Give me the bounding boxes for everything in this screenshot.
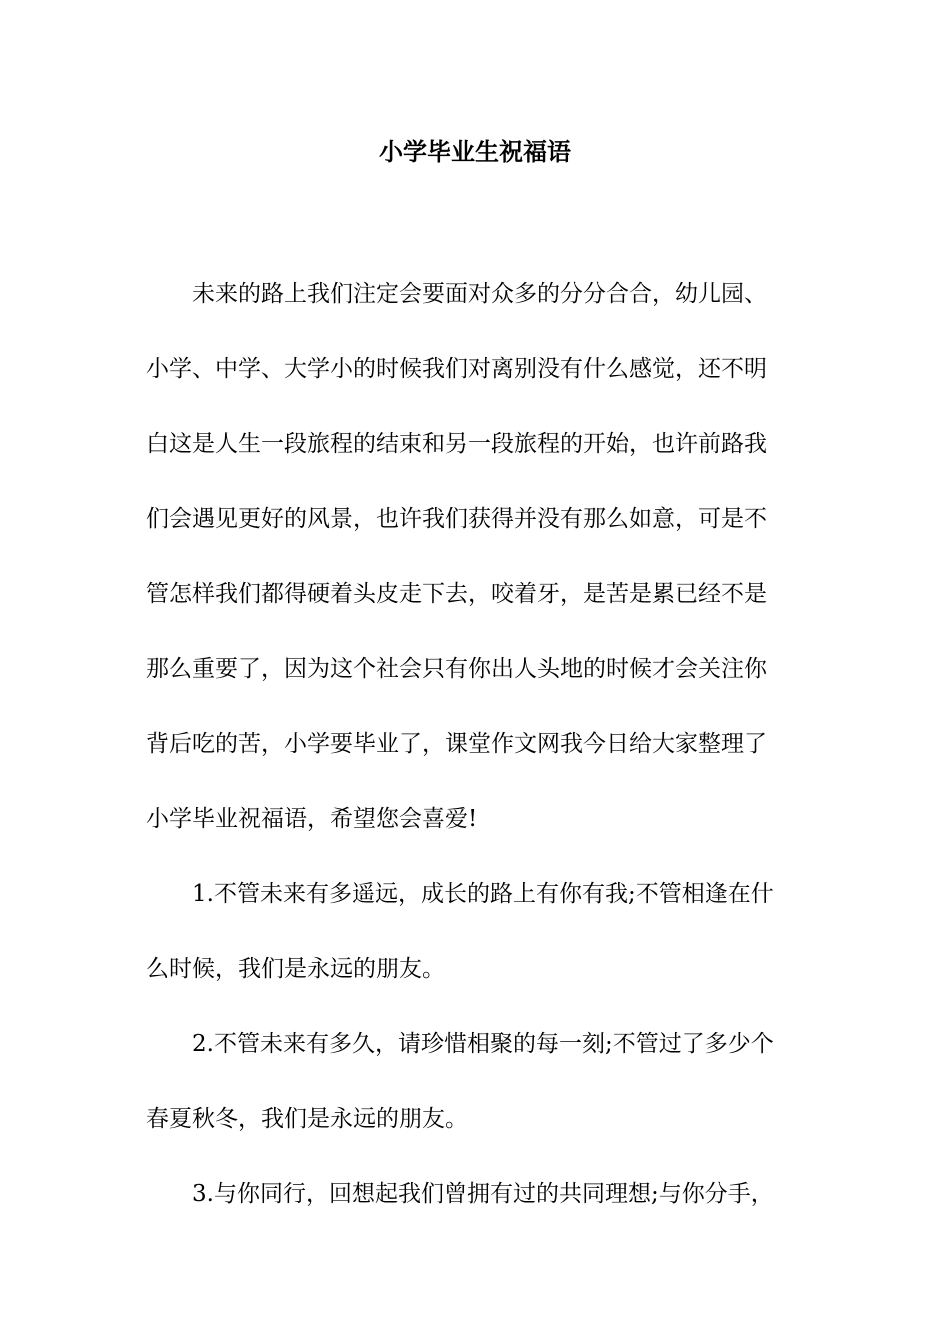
text-line: 1.不管未来有多遥远，成长的路上有你有我;不管相逢在什 — [192, 881, 774, 907]
text-line: 们会遇见更好的风景，也许我们获得并没有那么如意，可是不 — [146, 506, 767, 532]
text-line: 管怎样我们都得硬着头皮走下去，咬着牙，是苦是累已经不是 — [146, 581, 767, 607]
text-line: 未来的路上我们注定会要面对众多的分分合合，幼儿园、 — [192, 281, 767, 307]
text-line: 3.与你同行，回想起我们曾拥有过的共同理想;与你分手， — [192, 1181, 774, 1207]
document-title: 小学毕业生祝福语 — [379, 137, 571, 166]
text-line: 2.不管未来有多久，请珍惜相聚的每一刻;不管过了多少个 — [192, 1031, 774, 1057]
text-line: 小学毕业祝福语，希望您会喜爱! — [146, 806, 478, 832]
text-line: 白这是人生一段旅程的结束和另一段旅程的开始，也许前路我 — [146, 431, 767, 457]
text-line: 春夏秋冬，我们是永远的朋友。 — [146, 1106, 468, 1132]
document-body — [146, 257, 808, 1232]
text-line: 那么重要了，因为这个社会只有你出人头地的时候才会关注你 — [146, 656, 767, 682]
text-line: 背后吃的苦，小学要毕业了，课堂作文网我今日给大家整理了 — [146, 731, 767, 757]
text-line: 小学、中学、大学小的时候我们对离别没有什么感觉，还不明 — [146, 356, 767, 382]
text-line: 么时候，我们是永远的朋友。 — [146, 956, 445, 982]
